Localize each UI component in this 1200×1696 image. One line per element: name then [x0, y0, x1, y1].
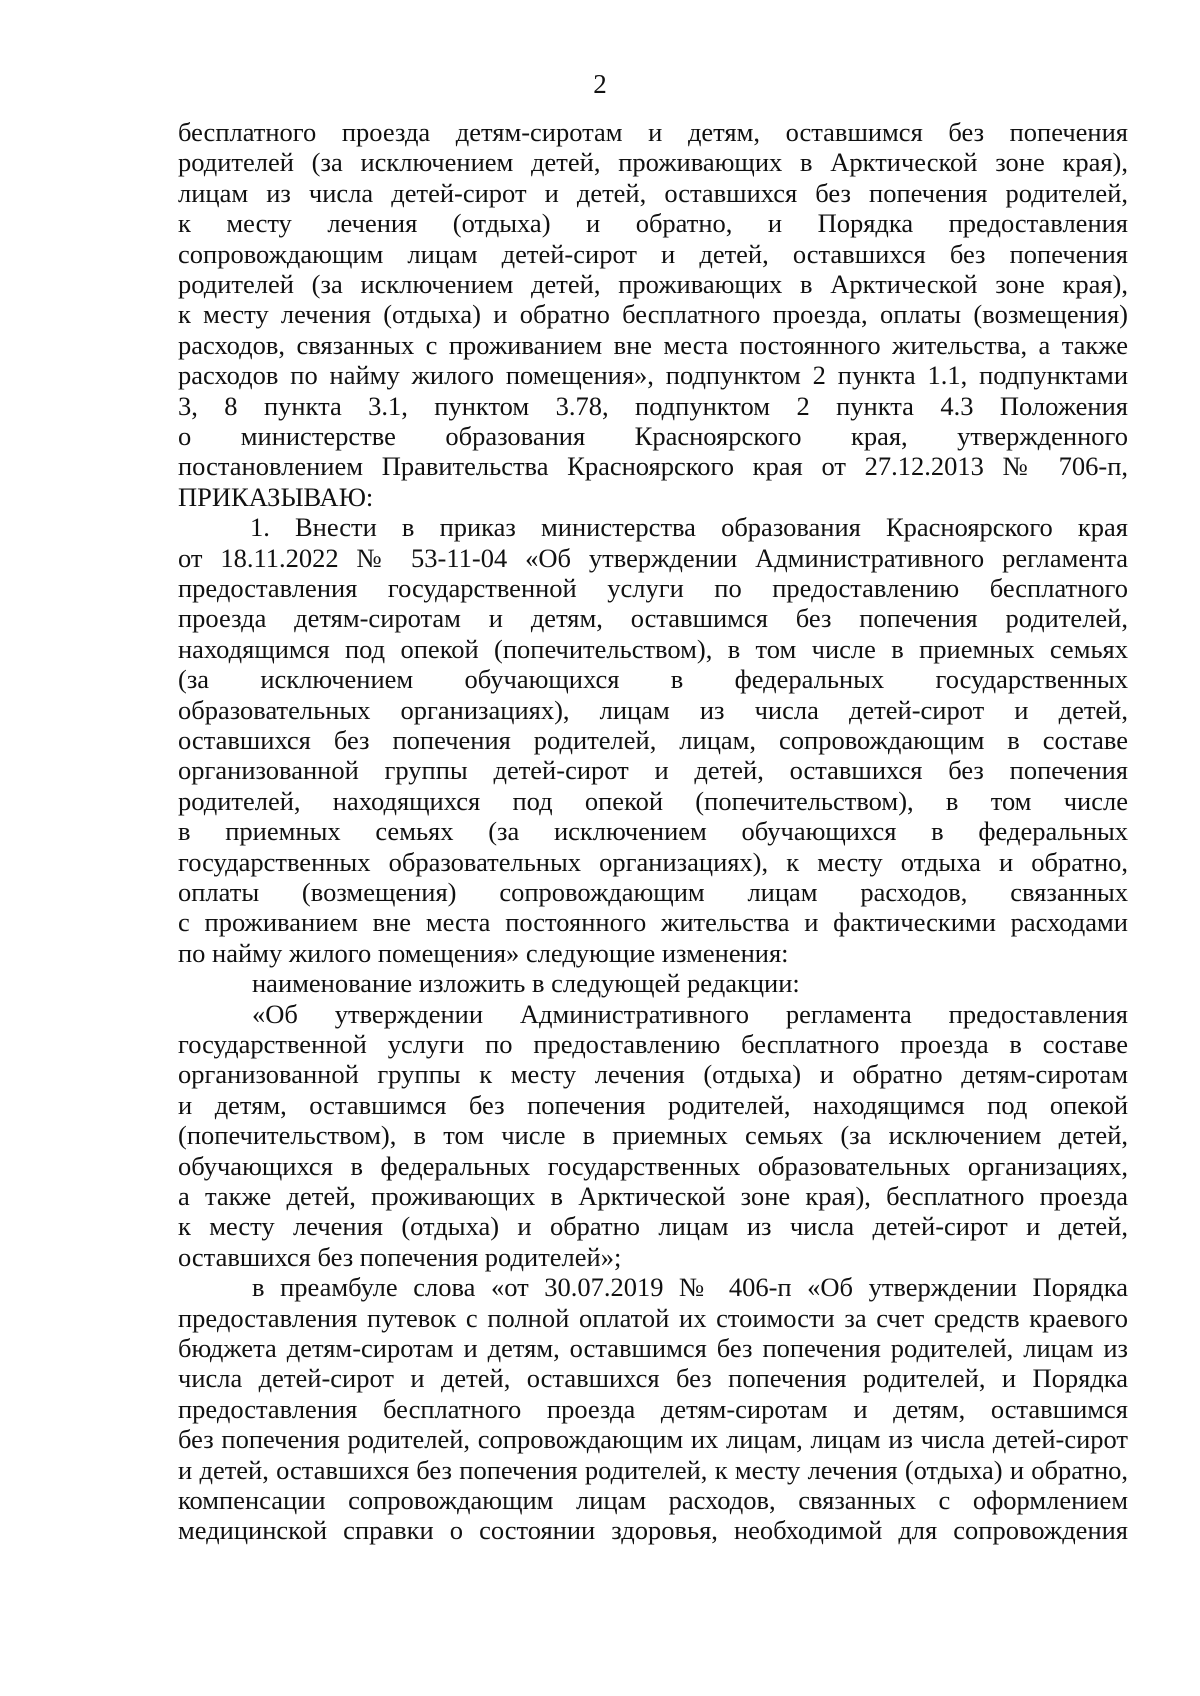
document-line: родителей, находящихся под опекой (попечительством), в том числе — [178, 786, 1128, 816]
document-line: к месту лечения (отдыха) и обратно, и Порядка предоставления — [178, 208, 1128, 238]
document-line: родителей (за исключением детей, проживающих в Арктической зоне края), — [178, 147, 1128, 177]
document-line: оставшихся без попечения родителей, лицам, сопровождающим в составе — [178, 725, 1128, 755]
document-line: предоставления путевок с полной оплатой их стоимости за счет средств краевого — [178, 1303, 1128, 1333]
document-line: и детям, оставшимся без попечения родителей, находящимся под опекой — [178, 1090, 1128, 1120]
document-line: оплаты (возмещения) сопровождающим лицам расходов, связанных — [178, 877, 1128, 907]
document-line: от 18.11.2022 № 53-11-04 «Об утверждении Административного регламента — [178, 543, 1128, 573]
document-line: (за исключением обучающихся в федеральных государственных — [178, 664, 1128, 694]
document-line: бюджета детям-сиротам и детям, оставшимся без попечения родителей, лицам из — [178, 1333, 1128, 1363]
document-line: образовательных организациях), лицам из числа детей-сирот и детей, — [178, 695, 1128, 725]
document-line: о министерстве образования Красноярского края, утвержденного — [178, 421, 1128, 451]
document-line: по найму жилого помещения» следующие изменения: — [178, 938, 789, 968]
document-line: предоставления государственной услуги по предоставлению бесплатного — [178, 573, 1128, 603]
document-line: сопровождающим лицам детей-сирот и детей, оставшихся без попечения — [178, 239, 1128, 269]
document-line: расходов, связанных с проживанием вне места постоянного жительства, а также — [178, 330, 1128, 360]
document-line: «Об утверждении Административного регламента предоставления — [252, 999, 1128, 1029]
document-line: 3, 8 пункта 3.1, пунктом 3.78, подпунктом 2 пункта 4.3 Положения — [178, 391, 1128, 421]
document-line: постановлением Правительства Красноярского края от 27.12.2013 № 706-п, — [178, 451, 1128, 481]
document-line: государственной услуги по предоставлению бесплатного проезда в составе — [178, 1029, 1128, 1059]
document-line: лицам из числа детей-сирот и детей, оставшихся без попечения родителей, — [178, 178, 1128, 208]
document-line: ПРИКАЗЫВАЮ: — [178, 482, 374, 512]
document-line: обучающихся в федеральных государственных образовательных организациях, — [178, 1151, 1128, 1181]
document-line: медицинской справки о состоянии здоровья, необходимой для сопровождения — [178, 1515, 1128, 1545]
document-line: оставшихся без попечения родителей»; — [178, 1242, 622, 1272]
document-line: и детей, оставшихся без попечения родителей, к месту лечения (отдыха) и обратно, — [178, 1455, 1128, 1485]
document-line: без попечения родителей, сопровождающим их лицам, лицам из числа детей-сирот — [178, 1424, 1128, 1454]
document-line: в преамбуле слова «от 30.07.2019 № 406-п «Об утверждении Порядка — [252, 1272, 1128, 1302]
document-line: организованной группы к месту лечения (отдыха) и обратно детям-сиротам — [178, 1059, 1128, 1089]
document-line: числа детей-сирот и детей, оставшихся без попечения родителей, и Порядка — [178, 1363, 1128, 1393]
document-line: к месту лечения (отдыха) и обратно лицам из числа детей-сирот и детей, — [178, 1211, 1128, 1241]
document-line: бесплатного проезда детям-сиротам и детям, оставшимся без попечения — [178, 117, 1128, 147]
document-line: предоставления бесплатного проезда детям-сиротам и детям, оставшимся — [178, 1394, 1128, 1424]
document-line: организованной группы детей-сирот и детей, оставшихся без попечения — [178, 755, 1128, 785]
document-line: в приемных семьях (за исключением обучающихся в федеральных — [178, 816, 1128, 846]
document-line: наименование изложить в следующей редакции: — [252, 968, 800, 998]
page-number: 2 — [593, 69, 607, 99]
document-line: к месту лечения (отдыха) и обратно бесплатного проезда, оплаты (возмещения) — [178, 299, 1128, 329]
document-line: находящимся под опекой (попечительством), в том числе в приемных семьях — [178, 634, 1128, 664]
document-line: 1. Внести в приказ министерства образования Красноярского края — [250, 512, 1128, 542]
document-line: государственных образовательных организациях), к месту отдыха и обратно, — [178, 847, 1128, 877]
document-line: проезда детям-сиротам и детям, оставшимся без попечения родителей, — [178, 603, 1128, 633]
document-line: (попечительством), в том числе в приемных семьях (за исключением детей, — [178, 1120, 1128, 1150]
document-line: компенсации сопровождающим лицам расходов, связанных с оформлением — [178, 1485, 1128, 1515]
document-line: родителей (за исключением детей, проживающих в Арктической зоне края), — [178, 269, 1128, 299]
document-line: расходов по найму жилого помещения», подпунктом 2 пункта 1.1, подпунктами — [178, 360, 1128, 390]
document-line: а также детей, проживающих в Арктической зоне края), бесплатного проезда — [178, 1181, 1128, 1211]
document-line: с проживанием вне места постоянного жительства и фактическими расходами — [178, 907, 1128, 937]
